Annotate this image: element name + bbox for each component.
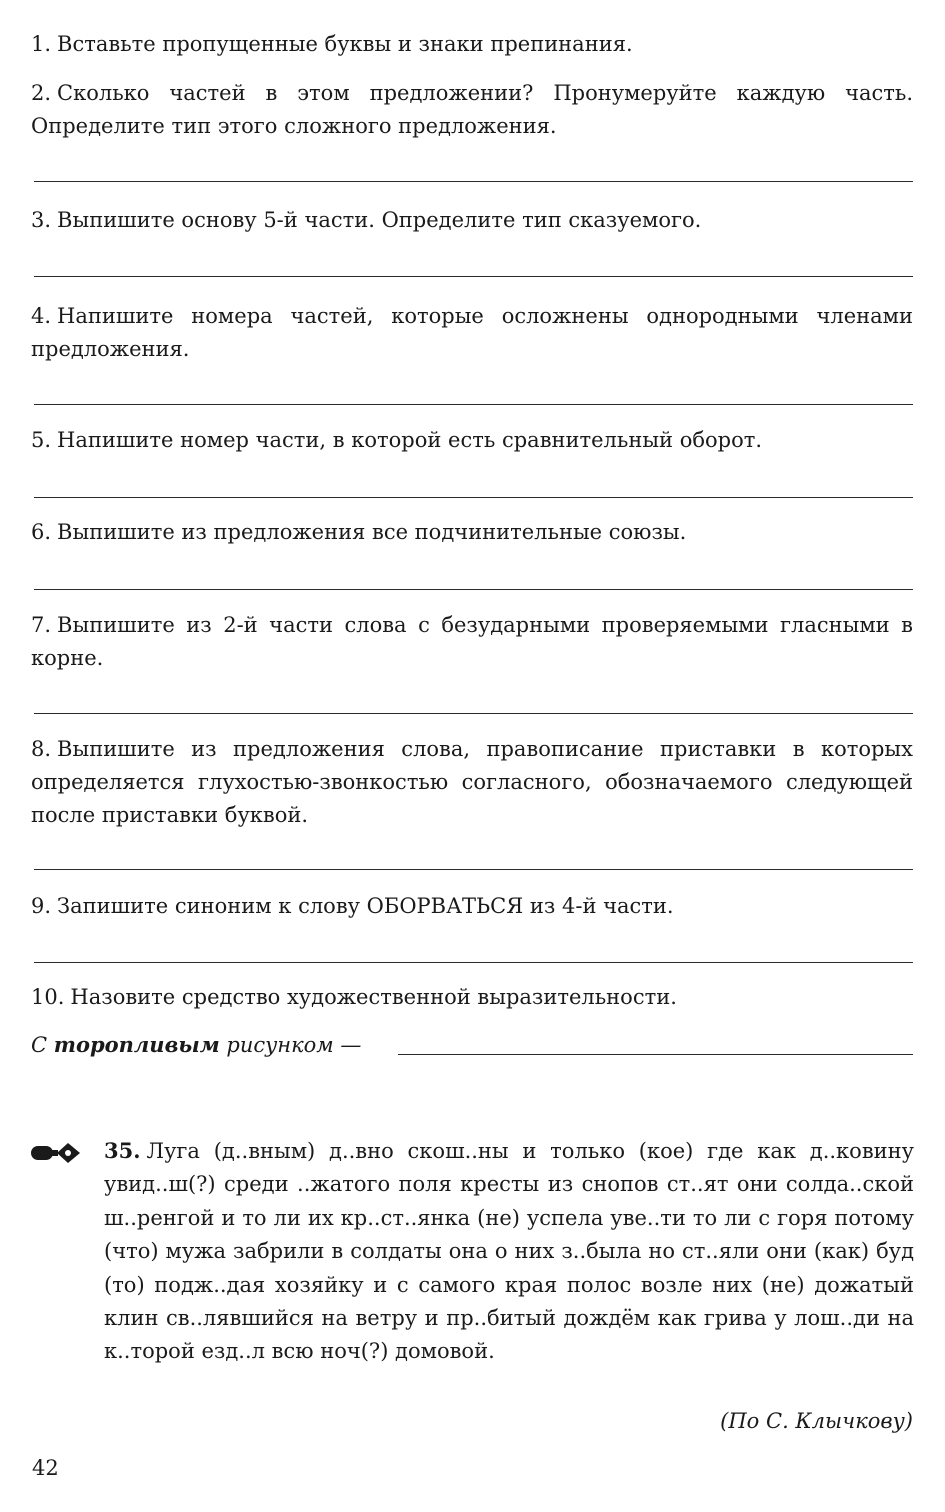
exercise-number: 35.	[104, 1138, 141, 1163]
answer-line-2[interactable]	[34, 181, 913, 182]
question-number: 7.	[31, 613, 52, 637]
answer-line-7[interactable]	[34, 713, 913, 714]
question-number: 3.	[31, 208, 52, 232]
q10-rest: рисунком —	[219, 1033, 362, 1057]
question-4	[31, 300, 913, 366]
question-text: Вставьте пропущенные буквы и знаки препинания.	[57, 32, 633, 56]
source-attribution: (По С. Клычкову)	[720, 1409, 913, 1433]
answer-line-5[interactable]	[34, 497, 913, 498]
question-1	[31, 28, 913, 61]
question-2	[31, 77, 913, 143]
question-9	[31, 890, 913, 923]
question-text: Напишите номера частей, которые осложнены однородными членами предложения.	[31, 304, 913, 361]
question-text: Выпишите из 2-й части слова с безударными проверяемыми гласными в корне.	[31, 613, 913, 670]
question-number: 5.	[31, 428, 52, 452]
pen-nib-icon	[30, 1140, 82, 1166]
question-text: Выпишите из предложения все подчинительные союзы.	[57, 520, 687, 544]
page-number: 42	[32, 1456, 59, 1480]
answer-line-3[interactable]	[34, 276, 913, 277]
question-number: 9.	[31, 894, 52, 918]
question-number: 8.	[31, 737, 52, 761]
question-number: 1.	[31, 32, 52, 56]
question-number: 2.	[31, 81, 52, 105]
exercise-text: Луга (д..вным) д..вно скош..ны и только (кое) где как д..ковину увид..ш(?) среди ..жатого поля кресты из снопов ст..ят они солда..ской ш..ренгой и то ли их кр..ст..янка (не) успела уве..ти то ли с горя потому (что) мужа забрили в солдаты она о них з..была но ст..яли они (как) буд (то) подж..дая хозяйку и с самого края полос возле них (не) дожатый клин св..лявшийся на ветру и пр..битый дождём как грива у лош..ди на к..торой езд..л всю ноч(?) домовой.	[104, 1139, 914, 1364]
answer-line-10[interactable]	[398, 1054, 913, 1055]
question-6	[31, 516, 913, 549]
q10-answer-prompt	[31, 1028, 361, 1062]
question-3	[31, 204, 913, 237]
question-text: Выпишите основу 5-й части. Определите тип сказуемого.	[57, 208, 702, 232]
question-8	[31, 733, 913, 832]
question-10	[31, 981, 913, 1014]
question-number: 6.	[31, 520, 52, 544]
answer-line-4[interactable]	[34, 404, 913, 405]
q10-prefix: С	[31, 1033, 54, 1057]
exercise-35	[104, 1134, 914, 1369]
question-5	[31, 424, 913, 457]
question-7	[31, 609, 913, 675]
question-text: Сколько частей в этом предложении? Пронумеруйте каждую часть. Определите тип этого сложного предложения.	[31, 81, 913, 138]
question-number: 4.	[31, 304, 52, 328]
q10-bold-word: торопливым	[53, 1032, 220, 1057]
answer-line-9[interactable]	[34, 962, 913, 963]
question-text: Напишите номер части, в которой есть сравнительный оборот.	[57, 428, 763, 452]
answer-line-6[interactable]	[34, 589, 913, 590]
answer-line-8[interactable]	[34, 869, 913, 870]
question-text: Запишите синоним к слову ОБОРВАТЬСЯ из 4-й части.	[57, 894, 674, 918]
question-number: 10.	[31, 985, 65, 1009]
question-text: Выпишите из предложения слова, правописание приставки в которых определяется глухостью-звонкостью согласного, обозначаемого следующей после приставки буквой.	[31, 737, 913, 827]
question-text: Назовите средство художественной выразительности.	[70, 985, 677, 1009]
